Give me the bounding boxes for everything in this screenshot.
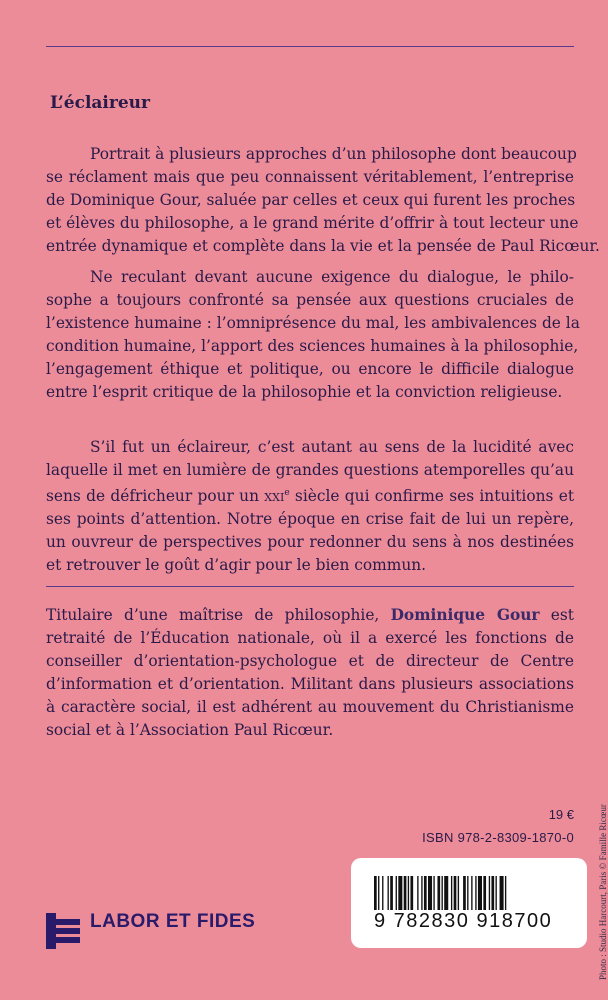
barcode-bar xyxy=(410,876,413,910)
barcode-bar xyxy=(496,876,497,910)
text-line: entre l’esprit critique de la philosophie et la conviction religieuse. xyxy=(46,383,563,401)
top-divider xyxy=(46,46,574,47)
barcode-bar xyxy=(467,876,468,910)
text-line: laquelle il met en lumière de grandes questions atemporelles qu’au xyxy=(46,461,574,479)
text-line: condition humaine, l’apport des sciences humaines à la philosophie, xyxy=(46,337,579,355)
barcode-bar xyxy=(478,876,482,910)
summary-paragraph-2 xyxy=(46,266,580,404)
isbn: ISBN 978-2-8309-1870-0 xyxy=(422,830,574,845)
text-line: l’engagement éthique et politique, ou encore le difficile dialogue xyxy=(46,360,574,378)
barcode-bar xyxy=(489,876,490,910)
barcode-digits: 9 782830 918700 xyxy=(374,910,553,932)
text-line: conseiller d’orientation-psychologue et de directeur de Centre xyxy=(46,652,574,670)
barcode-bar xyxy=(390,876,393,910)
text-line: et retrouver le goût d’agir pour le bien commun. xyxy=(46,556,427,574)
summary-paragraph-1 xyxy=(46,143,600,258)
text-segment: sens de défricheur pour un xyxy=(46,487,265,505)
barcode-bar xyxy=(463,876,466,910)
author-bio xyxy=(46,604,574,742)
barcode-bar xyxy=(428,876,432,910)
publisher-name: LABOR ET FIDES xyxy=(90,911,256,932)
barcode-bar xyxy=(444,876,448,910)
barcode-bar xyxy=(404,876,407,910)
barcode-bars xyxy=(374,876,574,910)
author-name: Dominique Gour xyxy=(390,606,540,624)
section-title: L’éclaireur xyxy=(50,93,150,113)
barcode-bar xyxy=(417,876,418,910)
barcode-bar xyxy=(451,876,452,910)
price: 19 € xyxy=(548,807,574,822)
barcode-bar xyxy=(475,876,476,910)
text-line: social et à l’Association Paul Ricœur. xyxy=(46,721,334,739)
text-line: à caractère social, il est adhérent au mouvement du Christianisme xyxy=(46,698,574,716)
barcode-bar xyxy=(382,876,383,910)
text-line: d’information et d’orientation. Militant dans plusieurs associations xyxy=(46,675,574,693)
barcode-bar xyxy=(408,876,409,910)
barcode-bar xyxy=(437,876,440,910)
barcode-bar xyxy=(374,876,377,910)
text-line: retraité de l’Éducation nationale, où il a exercé les fonctions de xyxy=(46,629,574,647)
text-line: Ne reculant devant aucune exigence du dialogue, le philo- xyxy=(90,268,574,286)
text-line: se réclament mais que peu connaissent véritablement, l’entreprise xyxy=(46,168,574,186)
summary-paragraph-3 xyxy=(46,436,574,577)
barcode-bar xyxy=(388,876,389,910)
text-line: ses points d’attention. Notre époque en crise fait de lui un repère, xyxy=(46,510,574,528)
barcode-bar xyxy=(505,876,506,910)
text-segment: siècle qui confirme ses intuitions et xyxy=(289,487,575,505)
middle-divider xyxy=(46,586,574,587)
text-line-century xyxy=(46,482,574,508)
barcode xyxy=(351,858,587,948)
barcode-bar xyxy=(491,876,494,910)
barcode-bar xyxy=(500,876,504,910)
barcode-bar xyxy=(433,876,434,910)
barcode-bar xyxy=(483,876,486,910)
barcode-bar xyxy=(424,876,427,910)
barcode-bar xyxy=(442,876,443,910)
text-line: de Dominique Gour, saluée par celles et ceux qui furent les proches xyxy=(46,191,576,209)
text-line: un ouvreur de perspectives pour redonner du sens à nos destinées xyxy=(46,533,574,551)
century-numeral: xxi xyxy=(264,487,285,505)
text-segment: Titulaire d’une maîtrise de philosophie, xyxy=(46,606,391,624)
text-line: S’il fut un éclaireur, c’est autant au sens de la lucidité avec xyxy=(90,438,574,456)
text-line: sophe a toujours confronté sa pensée aux questions cruciales de xyxy=(46,291,574,309)
barcode-bar xyxy=(421,876,422,910)
barcode-bar xyxy=(398,876,402,910)
century-suffix: e xyxy=(284,488,290,498)
text-line-author xyxy=(46,604,574,627)
barcode-bar xyxy=(471,876,472,910)
barcode-bar xyxy=(458,876,459,910)
text-line: entrée dynamique et complète dans la vie et la pensée de Paul Ricœur. xyxy=(46,237,600,255)
text-segment: est xyxy=(539,606,574,624)
publisher-logo-icon xyxy=(46,913,82,949)
barcode-bar xyxy=(454,876,457,910)
barcode-bar xyxy=(396,876,397,910)
text-line: Portrait à plusieurs approches d’un philosophe dont beaucoup xyxy=(90,145,577,163)
text-line: et élèves du philosophe, a le grand mérite d’offrir à tout lecteur une xyxy=(46,214,579,232)
barcode-bar xyxy=(378,876,379,910)
photo-credit: Photo : Studio Harcourt, Paris © Famille Ricœur xyxy=(598,804,608,980)
text-line: l’existence humaine : l’omniprésence du mal, les ambivalences de la xyxy=(46,314,580,332)
